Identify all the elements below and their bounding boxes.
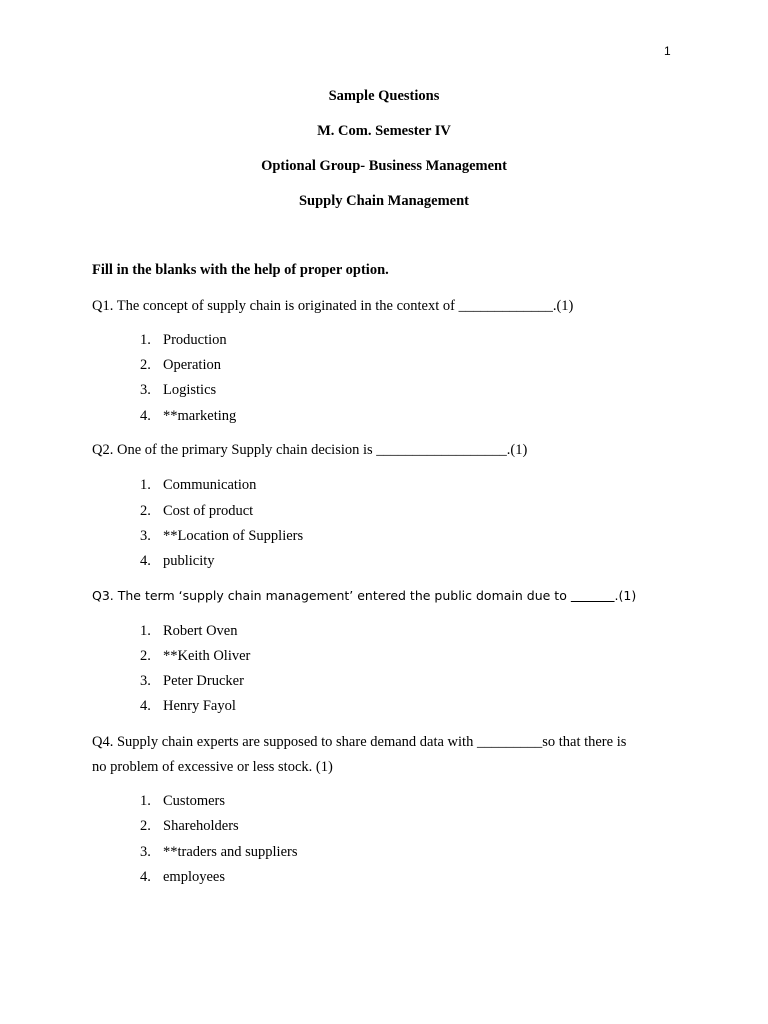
question-4-line-1: Q4. Supply chain experts are supposed to share demand data with _________so that there is — [92, 734, 627, 750]
option-text: Communication — [163, 477, 257, 493]
question-2: Q2. One of the primary Supply chain decision is __________________.(1) — [92, 442, 528, 458]
option-number: 4. — [140, 408, 151, 424]
option-text: **Keith Oliver — [163, 648, 251, 664]
subject-heading: Supply Chain Management — [298, 193, 469, 209]
course-heading: M. Com. Semester IV — [317, 123, 451, 139]
option-number: 1. — [140, 793, 151, 809]
option-text: Logistics — [163, 382, 217, 398]
option-number: 4. — [140, 553, 151, 569]
option-text: Shareholders — [163, 818, 239, 834]
group-heading: Optional Group- Business Management — [261, 158, 507, 174]
option-text: **traders and suppliers — [163, 844, 298, 860]
option-text: Henry Fayol — [163, 698, 236, 714]
option-number: 3. — [140, 844, 151, 860]
instruction-text: Fill in the blanks with the help of proper option. — [92, 262, 389, 278]
document-title: Sample Questions — [328, 88, 440, 104]
question-3 — [92, 588, 636, 603]
option-number: 4. — [140, 698, 151, 714]
question-3-text: Q3. The term ‘supply chain management’ entered the public domain due to — [92, 588, 571, 603]
option-text: Operation — [163, 357, 221, 373]
option-number: 2. — [140, 818, 151, 834]
option-number: 4. — [140, 869, 151, 885]
option-text: **marketing — [163, 408, 237, 424]
option-text: publicity — [163, 553, 215, 569]
option-number: 2. — [140, 503, 151, 519]
option-number: 3. — [140, 382, 151, 398]
option-number: 2. — [140, 357, 151, 373]
question-3-marks: .(1) — [614, 588, 637, 603]
question-1: Q1. The concept of supply chain is originated in the context of _____________.(1) — [92, 298, 574, 314]
option-text: Robert Oven — [163, 623, 238, 639]
page-number: 1 — [664, 44, 671, 58]
option-number: 2. — [140, 648, 151, 664]
option-number: 1. — [140, 623, 151, 639]
option-number: 3. — [140, 673, 151, 689]
question-4-line-2: no problem of excessive or less stock. (1) — [92, 759, 333, 775]
option-text: Cost of product — [163, 503, 254, 519]
option-text: Customers — [163, 793, 226, 809]
option-text: employees — [163, 869, 226, 885]
option-number: 1. — [140, 477, 151, 493]
option-number: 3. — [140, 528, 151, 544]
option-text: Peter Drucker — [163, 673, 244, 689]
option-text: **Location of Suppliers — [163, 528, 304, 544]
question-3-blank — [571, 588, 615, 603]
option-number: 1. — [140, 332, 151, 348]
option-text: Production — [163, 332, 227, 348]
